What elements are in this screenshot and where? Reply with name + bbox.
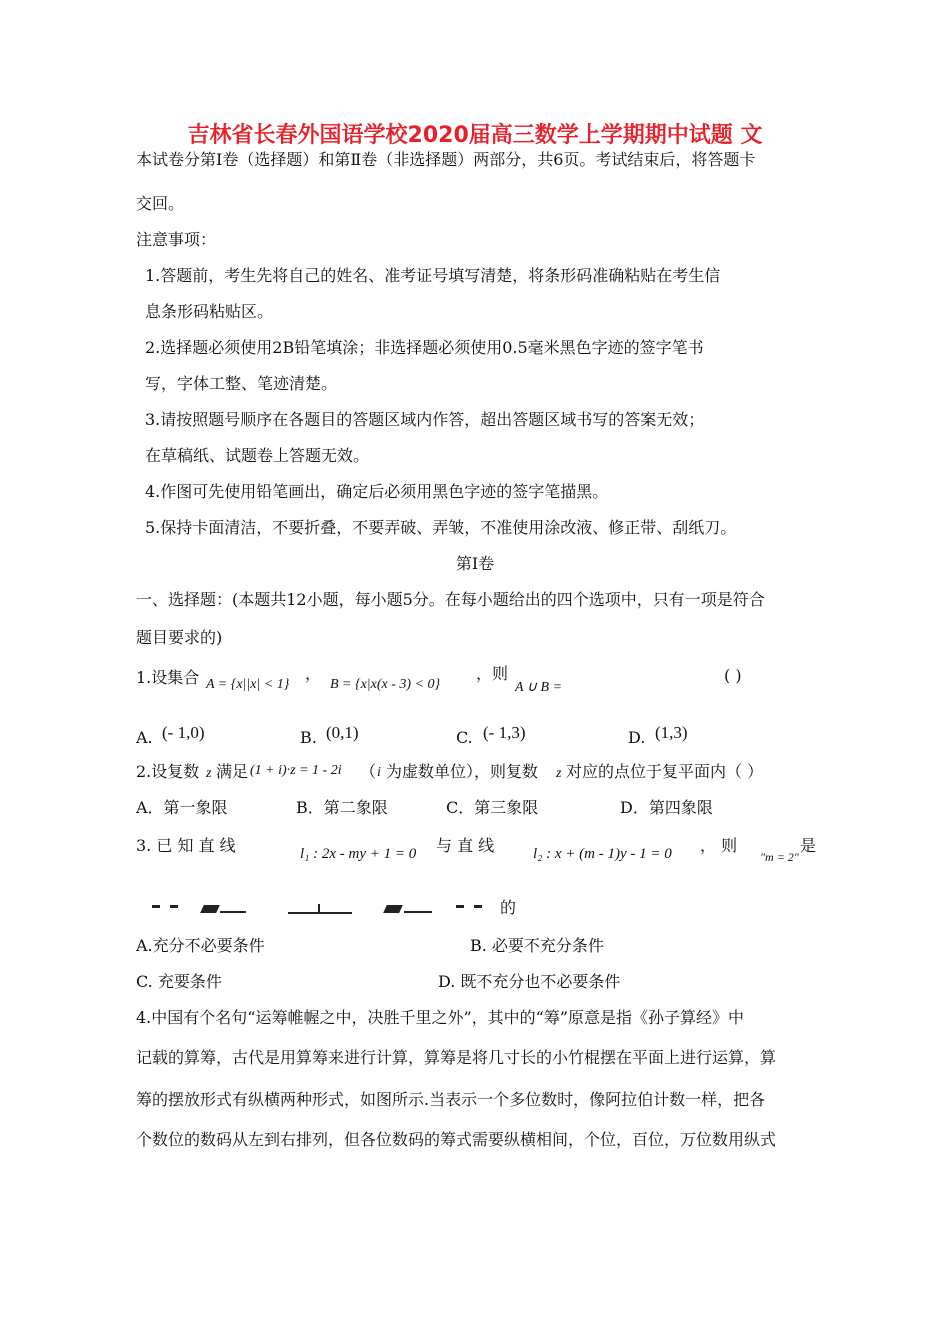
- q3-de: 的: [500, 898, 517, 917]
- q3-option-b: B. 必要不充分条件: [470, 936, 604, 955]
- q2-var-z-2: z: [556, 766, 562, 781]
- q3-mid: 与 直 线: [436, 836, 495, 855]
- q1-option-b-value: (0,1): [326, 723, 359, 742]
- notice-item-1: 1.答题前，考生先将自己的姓名、准考证号填写清楚，将条形码准确粘贴在考生信: [145, 266, 721, 285]
- q4-line-1: 4.中国有个名句“运筹帷幄之中，决胜千里之外”，其中的“筹”原意是指《孙子算经》中: [136, 1008, 744, 1027]
- q2-option-c: C．第三象限: [446, 798, 539, 817]
- notice-item-3-cont: 在草稿纸、试题卷上答题无效。: [145, 446, 370, 465]
- q1-option-a-label: A.: [136, 728, 153, 747]
- q2-rest: 对应的点位于复平面内（ ）: [566, 762, 764, 781]
- q1-set-a: A = {x||x| < 1}: [206, 677, 290, 692]
- q2-equation: (1 + i)·z = 1 - 2i: [250, 763, 342, 778]
- q2-note-open: （: [360, 762, 377, 781]
- document-title: 吉林省长春外国语学校2020届高三数学上学期期中试题 文: [187, 123, 763, 148]
- q1-option-b-label: B.: [300, 728, 317, 747]
- q3-option-d: D. 既不充分也不必要条件: [438, 972, 621, 991]
- intro-line-1: 本试卷分第Ⅰ卷（选择题）和第Ⅱ卷（非选择题）两部分，共6页。考试结束后，将答题卡: [136, 150, 756, 169]
- notice-item-2-cont: 写，字体工整、笔迹清楚。: [145, 374, 338, 393]
- q2-option-b: B．第二象限: [296, 798, 388, 817]
- notice-item-4: 4.作图可先使用铅笔画出，确定后必须用黑色字迹的签字笔描黑。: [145, 482, 609, 501]
- q1-then: ，则: [476, 664, 509, 683]
- part1-instructions-2: 题目要求的): [136, 628, 223, 647]
- q1-answer-paren: ( ): [724, 666, 742, 685]
- q2-prefix: 2.设复数: [136, 762, 200, 781]
- q2-option-d: D．第四象限: [620, 798, 713, 817]
- q1-union: A ∪ B =: [515, 680, 563, 695]
- q4-line-2: 记载的算筹，古代是用算筹来进行计算，算筹是将几寸长的小竹棍摆在平面上进行运算，算: [136, 1048, 777, 1067]
- q1-prefix: 1.设集合: [136, 668, 200, 687]
- q3-line-l1: l₁ : 2x - my + 1 = 0: [300, 846, 417, 862]
- notice-item-1-cont: 息条形码粘贴区。: [145, 302, 274, 321]
- notice-item-3: 3.请按照题号顺序在各题目的答题区域内作答，超出答题区域书写的答案无效；: [145, 410, 705, 429]
- q1-option-c-label: C.: [456, 728, 473, 747]
- part1-instructions-1: 一、选择题：(本题共12小题，每小题5分。在每小题给出的四个选项中，只有一项是符合: [136, 590, 765, 609]
- notice-item-2: 2.选择题必须使用2B铅笔填涂；非选择题必须使用0.5毫米黑色字迹的签字笔书: [145, 338, 704, 357]
- q2-note-close: 为虚数单位），则复数: [386, 762, 539, 781]
- q1-option-a-value: (- 1,0): [162, 723, 205, 742]
- q3-condition: "m = 2": [760, 850, 799, 864]
- q3-option-a: A.充分不必要条件: [136, 936, 265, 955]
- notice-heading: 注意事项：: [136, 230, 217, 249]
- q2-var-z: z: [206, 766, 212, 781]
- q1-set-b: B = {x|x(x - 3) < 0}: [330, 677, 441, 692]
- q4-line-3: 筹的摆放形式有纵横两种形式，如图所示.当表示一个多位数时，像阿拉伯计数一样，把各: [136, 1090, 766, 1109]
- q1-option-c-value: (- 1,3): [483, 723, 526, 742]
- q4-line-4: 个数位的数码从左到右排列，但各位数码的筹式需要纵横相间，个位，百位，万位数用纵式: [136, 1130, 777, 1149]
- q3-prefix: 3. 已 知 直 线: [136, 836, 236, 855]
- intro-line-2: 交回。: [136, 194, 185, 213]
- q1-option-d-label: D.: [628, 728, 646, 747]
- q2-option-a: A．第一象限: [136, 798, 228, 817]
- q2-satisfy: 满足: [216, 762, 249, 781]
- q1-option-d-value: (1,3): [655, 723, 688, 742]
- q3-line-l2: l₂ : x + (m - 1)y - 1 = 0: [533, 846, 672, 862]
- notice-item-5: 5.保持卡面清洁，不要折叠，不要弄破、弄皱，不准使用涂改液、修正带、刮纸刀。: [145, 518, 737, 537]
- q3-option-c: C. 充要条件: [136, 972, 222, 991]
- q2-var-i: i: [377, 765, 381, 780]
- q3-is: 是: [800, 836, 817, 855]
- q3-then: ， 则: [700, 836, 738, 855]
- section-title: 第Ⅰ卷: [455, 554, 495, 573]
- q1-comma: ，: [305, 664, 322, 683]
